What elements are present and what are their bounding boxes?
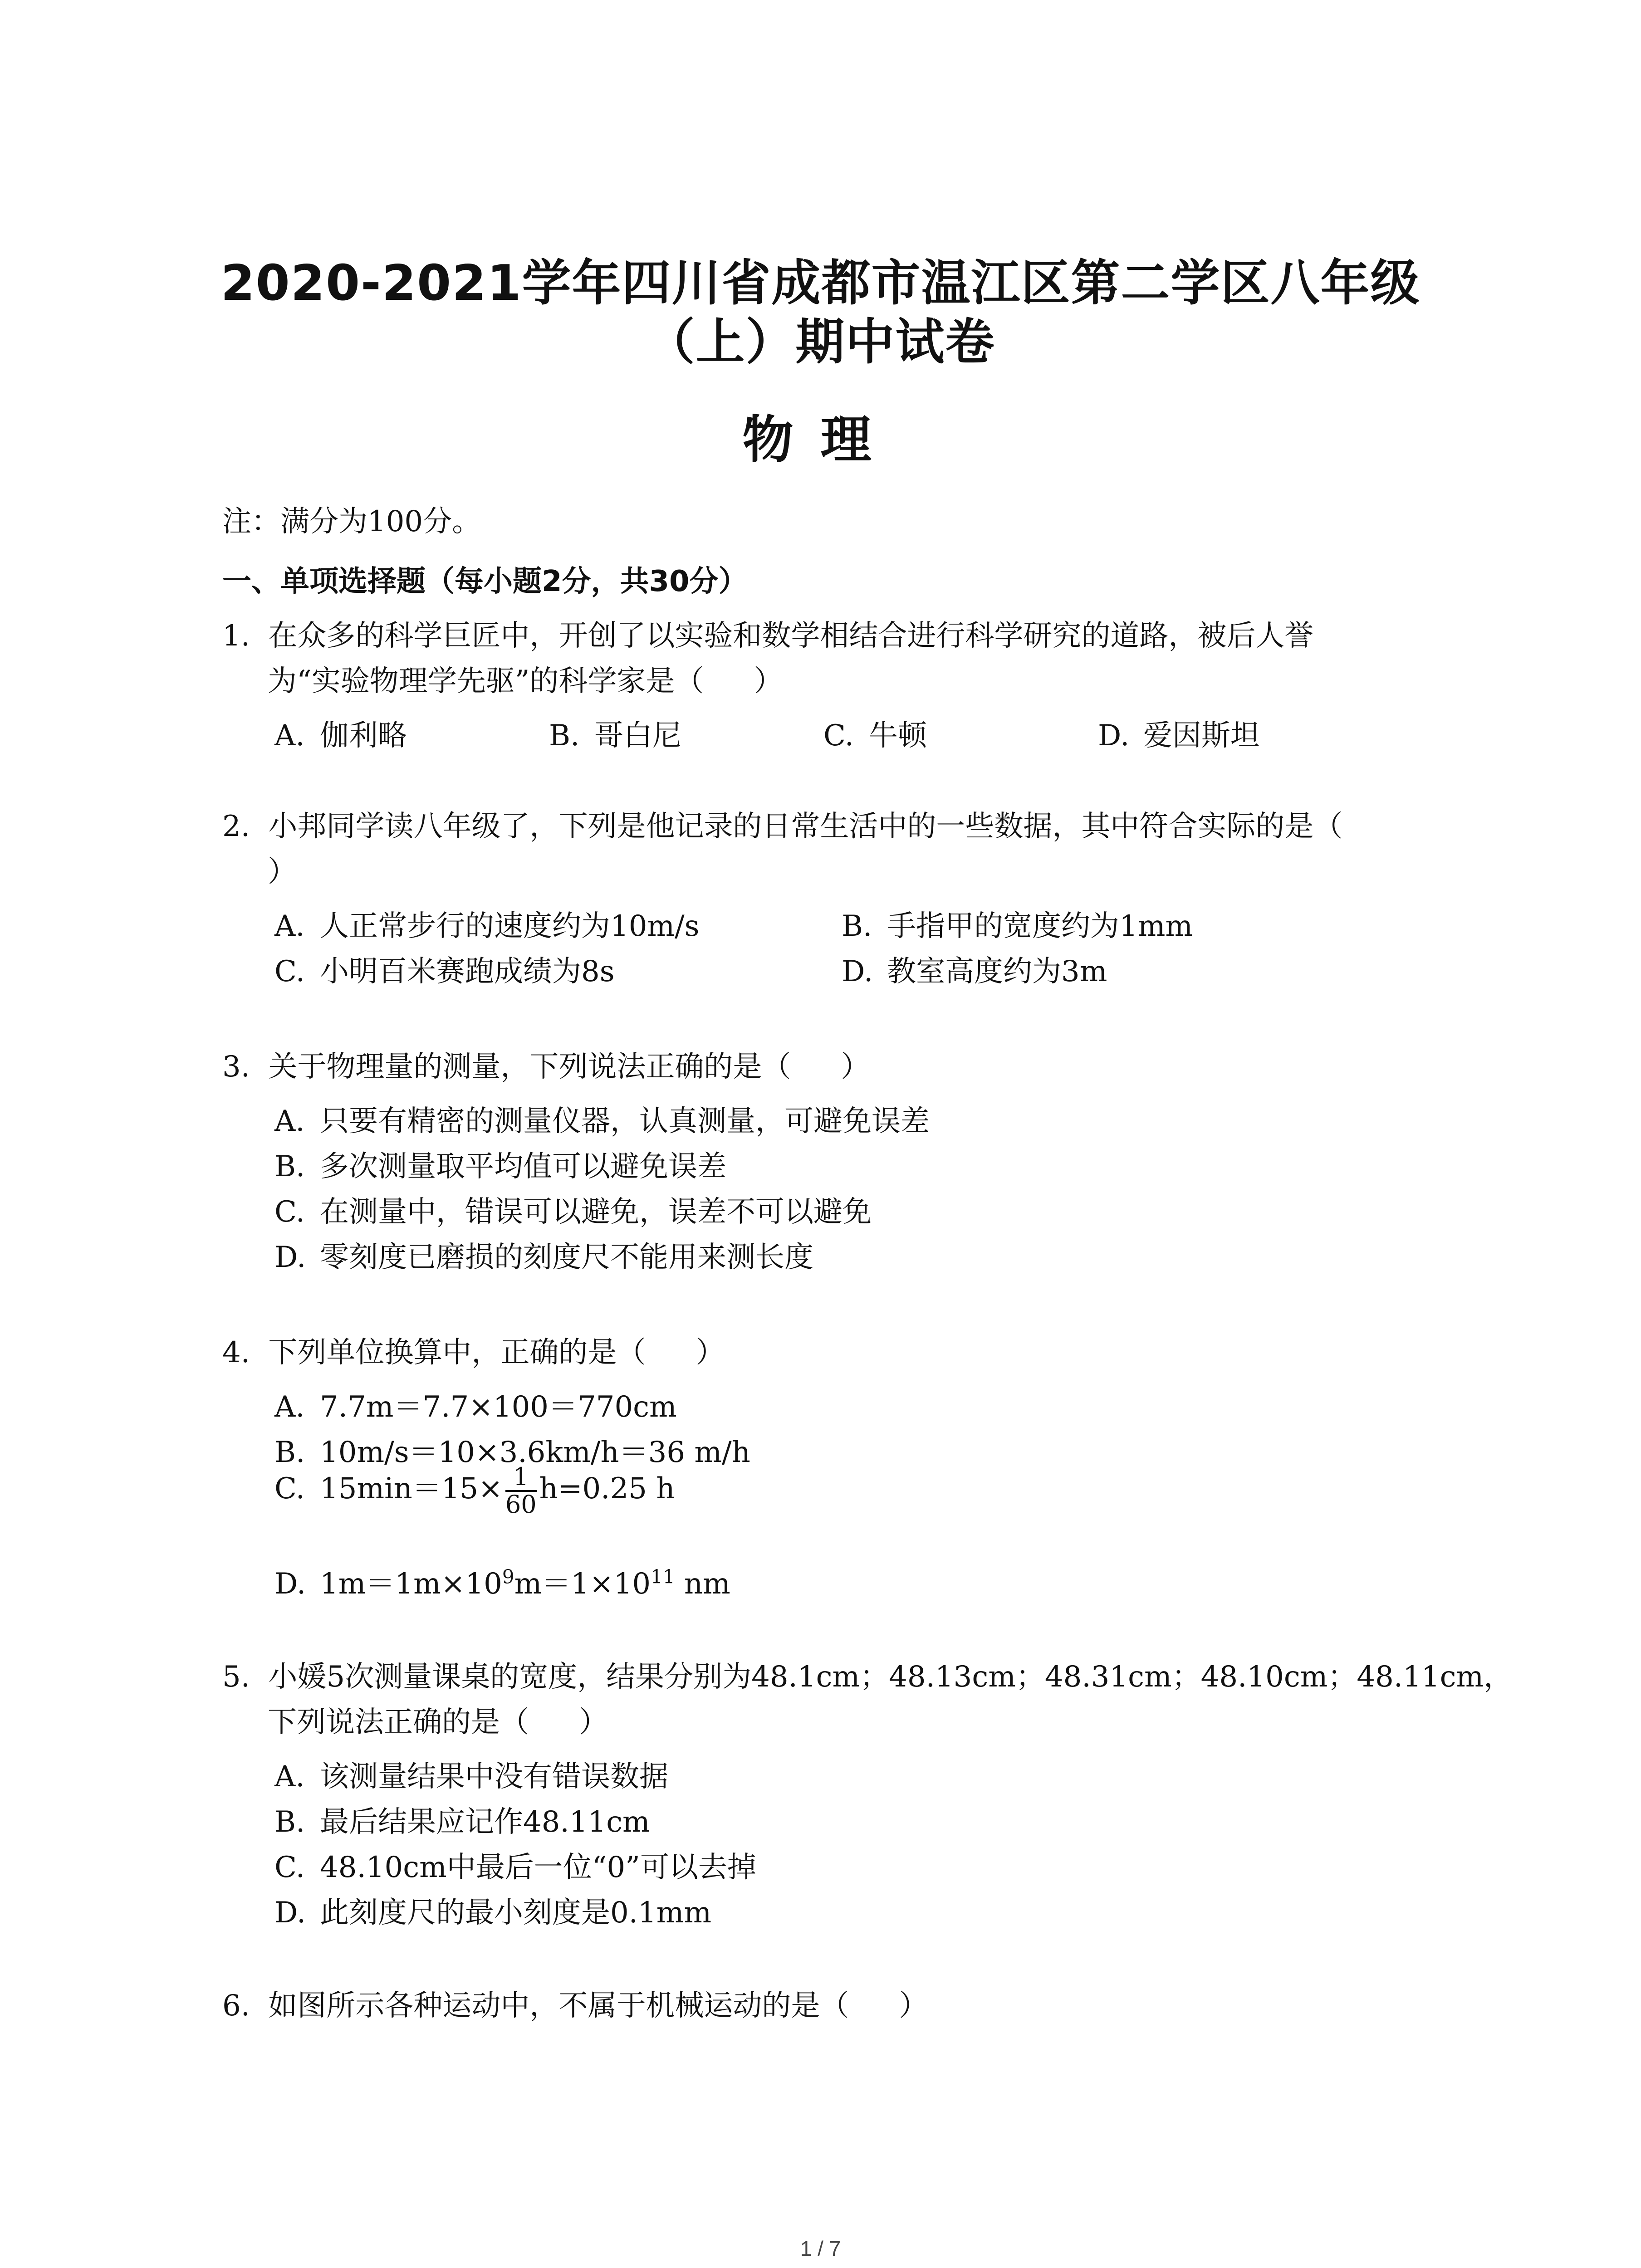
exponent: 9: [502, 1565, 514, 1588]
option-text: 哥白尼: [594, 719, 681, 753]
option-text-mid: m＝1×10: [514, 1567, 651, 1601]
option-text: 爱因斯坦: [1143, 719, 1259, 753]
option-label: A.: [274, 719, 305, 753]
option-text: 该测量结果中没有错误数据: [320, 1760, 668, 1794]
option-label: B.: [274, 1150, 305, 1183]
question-5-option-c[interactable]: [274, 1844, 756, 1886]
option-label: C.: [274, 1195, 305, 1229]
exam-title-line1: 2020-2021学年四川省成都市温江区第二学区八年级: [220, 255, 1421, 312]
question-2-option-d[interactable]: [842, 948, 1107, 990]
question-5-stem: [222, 1660, 1513, 1694]
option-text: 此刻度尺的最小刻度是0.1mm: [320, 1896, 712, 1930]
option-text: 多次测量取平均值可以避免误差: [320, 1150, 726, 1183]
question-number: 5.: [222, 1660, 250, 1694]
option-text-post: nm: [675, 1567, 730, 1601]
question-text: 关于物理量的测量，下列说法正确的是（: [268, 1050, 791, 1084]
question-paren-close: ）: [841, 1050, 870, 1084]
question-paren-close: ）: [696, 1336, 725, 1369]
question-1-stem-cont: [268, 667, 783, 696]
question-4-stem: [222, 1338, 725, 1367]
option-label: C.: [274, 1472, 305, 1506]
option-text: 教室高度约为3m: [887, 955, 1107, 988]
question-1-option-a[interactable]: [274, 712, 407, 754]
option-text: 小明百米赛跑成绩为8s: [320, 955, 615, 988]
option-label: A.: [274, 1105, 305, 1138]
option-label: C.: [823, 719, 854, 753]
option-label: D.: [274, 1241, 306, 1274]
question-text: 小媛5次测量课桌的宽度，结果分别为48.1cm；48.13cm；48.31cm；48.10cm；48.11cm，: [268, 1660, 1513, 1694]
option-label: D.: [274, 1567, 306, 1601]
question-3-option-a[interactable]: [274, 1098, 930, 1139]
question-4-option-d[interactable]: [274, 1560, 730, 1602]
score-note: 注：满分为100分。: [222, 505, 481, 538]
section-heading: 一、单项选择题（每小题2分，共30分）: [222, 565, 748, 598]
question-1-option-b[interactable]: [549, 712, 681, 754]
question-text: 在众多的科学巨匠中，开创了以实验和数学相结合进行科学研究的道路，被后人誉: [268, 619, 1314, 653]
option-text: 最后结果应记作48.11cm: [320, 1805, 650, 1839]
question-5-option-b[interactable]: [274, 1799, 650, 1840]
question-4-option-c[interactable]: [274, 1464, 675, 1517]
question-paren-close: ）: [754, 665, 783, 698]
option-text-post: h=0.25 h: [539, 1472, 675, 1506]
option-label: B.: [274, 1436, 305, 1469]
fraction: [505, 1464, 537, 1517]
question-2-stem-cont: ）: [268, 855, 297, 889]
option-label: B.: [274, 1805, 305, 1839]
question-5-stem-cont: [268, 1708, 608, 1737]
question-text: 为“实验物理学先驱”的科学家是（: [268, 665, 704, 698]
question-paren-close: ）: [899, 1989, 928, 2023]
question-3-option-d[interactable]: [274, 1234, 813, 1276]
question-3-stem: [222, 1050, 870, 1084]
question-number: 2.: [222, 810, 250, 843]
question-4-option-a[interactable]: [274, 1383, 677, 1425]
option-text: 在测量中，错误可以避免，误差不可以避免: [320, 1195, 872, 1229]
option-text: 手指甲的宽度约为1mm: [887, 909, 1193, 943]
exam-title-line2: （上）期中试卷: [646, 314, 995, 371]
option-label: C.: [274, 1851, 305, 1884]
question-paren-close: ）: [579, 1706, 608, 1739]
option-text: 伽利略: [320, 719, 407, 753]
subject-title: 物理: [742, 411, 899, 469]
question-5-option-d[interactable]: [274, 1889, 711, 1931]
option-label: A.: [274, 909, 305, 943]
question-2-option-c[interactable]: [274, 948, 615, 990]
option-label: B.: [549, 719, 580, 753]
question-number: 4.: [222, 1336, 250, 1369]
question-3-option-b[interactable]: [274, 1143, 726, 1185]
question-text: 小邦同学读八年级了，下列是他记录的日常生活中的一些数据，其中符合实际的是（: [268, 810, 1343, 843]
question-number: 3.: [222, 1050, 250, 1084]
question-text: 下列单位换算中，正确的是（: [268, 1336, 646, 1369]
option-text: 10m/s＝10×3.6km/h＝36 m/h: [320, 1436, 750, 1469]
question-2-option-b[interactable]: [842, 903, 1193, 944]
option-label: D.: [274, 1896, 306, 1930]
fraction-numerator: 1: [505, 1464, 537, 1492]
question-5-option-a[interactable]: [274, 1753, 668, 1795]
option-label: D.: [842, 955, 873, 988]
question-number: 6.: [222, 1989, 250, 2023]
question-2-option-a[interactable]: [274, 903, 700, 944]
question-1-stem: [222, 619, 1314, 653]
option-text: 7.7m＝7.7×100＝770cm: [320, 1390, 677, 1424]
question-text: 如图所示各种运动中，不属于机械运动的是（: [268, 1989, 849, 2023]
option-label: D.: [1098, 719, 1130, 753]
option-text-pre: 15min＝15×: [320, 1472, 503, 1506]
option-text: 48.10cm中最后一位“0”可以去掉: [320, 1851, 756, 1884]
option-text: 人正常步行的速度约为10m/s: [320, 909, 700, 943]
option-text: 牛顿: [869, 719, 927, 753]
option-text-pre: 1m＝1m×10: [320, 1567, 502, 1601]
option-label: C.: [274, 955, 305, 988]
question-number: 1.: [222, 619, 250, 653]
question-1-option-c[interactable]: [823, 712, 927, 754]
question-text: 下列说法正确的是（: [268, 1706, 529, 1739]
question-2-stem: [222, 812, 1342, 841]
option-label: A.: [274, 1760, 305, 1794]
question-1-option-d[interactable]: [1098, 712, 1259, 754]
option-label: B.: [842, 909, 872, 943]
question-6-stem: [222, 1989, 928, 2023]
option-label: A.: [274, 1390, 305, 1424]
question-3-option-c[interactable]: [274, 1188, 872, 1230]
option-text: 零刻度已磨损的刻度尺不能用来测长度: [320, 1241, 813, 1274]
exponent: 11: [651, 1565, 675, 1588]
option-text: 只要有精密的测量仪器，认真测量，可避免误差: [320, 1105, 930, 1138]
page-number: 1 / 7: [800, 2237, 841, 2260]
fraction-denominator: 60: [505, 1490, 537, 1519]
